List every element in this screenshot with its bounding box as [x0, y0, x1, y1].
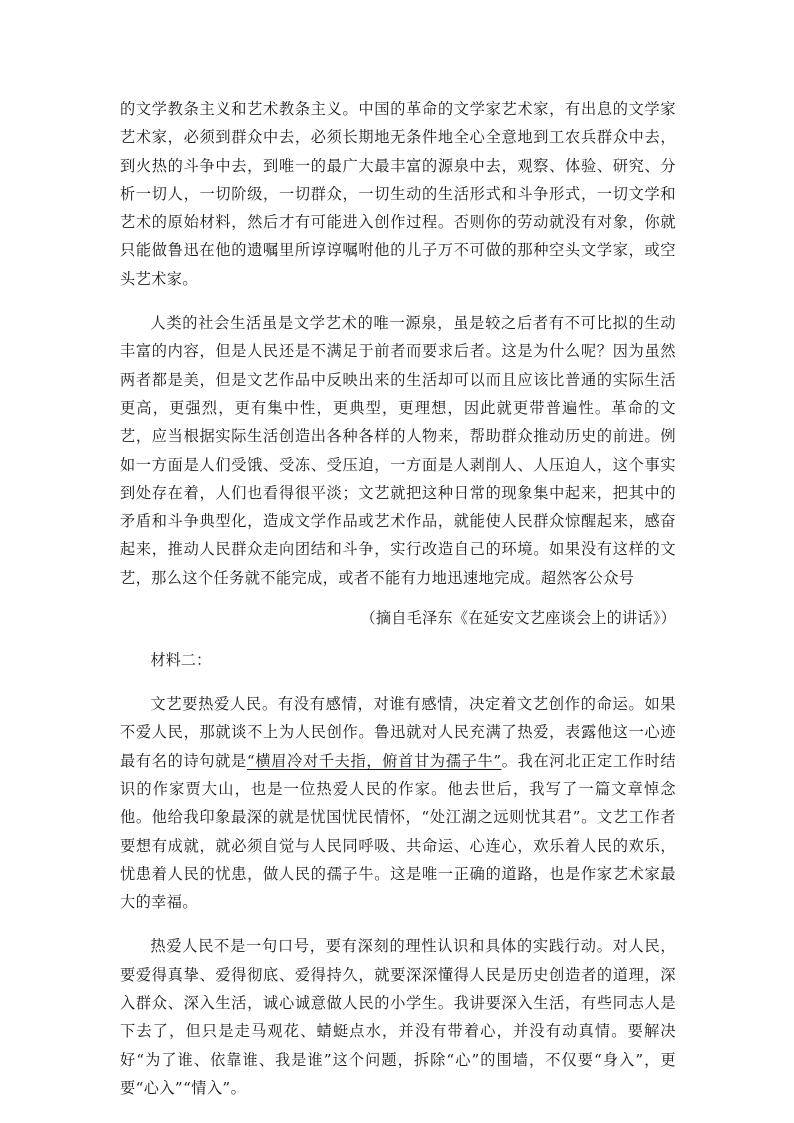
paragraph-2-text: 人类的社会生活虽是文学艺术的唯一源泉，虽是较之后者有不可比拟的生动丰富的内容，但是人民还是不满足于前者而要求后者。这是为什么呢？因为虽然两者都是美，但是文艺作品中反映出来的生活却可以而且应该比普通的实际生活更高，更强烈，更有集中性，更典型，更理想，因此就更带普遍性。革命的文艺，应当根据实际生活创造出各种各样的人物来，帮助群众推动历史的前进。例如一方面是人们受饿、受冻、受压迫，一方面是人剥削人、人压迫人，这个事实到处存在着，人们也看得很平淡；文艺就把这种日常的现象集中起来，把其中的矛盾和斗争典型化，造成文学作品或艺术作品，就能使人民群众惊醒起来，感奋起来，推动人民群众走向团结和斗争，实行改造自己的环境。如果没有这样的文艺，那么这个任务就不能完成，或者不能有力地迅速地完成。 — [120, 314, 676, 587]
poem-quote: “横眉冷对千夫指，俯首甘为孺子牛” — [246, 751, 502, 770]
paragraph-1 — [120, 95, 676, 293]
paragraph-1-text: 的文学教条主义和艺术教条主义。中国的革命的文学家艺术家，有出息的文学家艺术家，必须到群众中去，必须长期地无条件地全心全意地到工农兵群众中去，到火热的斗争中去，到唯一的最广大最丰富的源泉中去，观察、体验、研究、分析一切人，一切阶级，一切群众，一切生动的生活形式和斗争形式，一切文学和艺术的原始材料，然后才有可能进入创作过程。否则你的劳动就没有对象，你就只能做鲁迅在他的遗嘱里所谆谆嘱咐他的儿子万不可做的那种空头文学家，或空头艺术家。 — [120, 100, 676, 288]
document-page — [120, 95, 676, 1102]
paragraph-3-text-a: 文艺要热爱人民。有没有感情，对谁有感情，决定着文艺创作的命运。如果不爱人民，那就谈不上为人民创作。鲁迅就对人民充满了热爱，表露他这一心迹最有名的诗句就是 — [120, 695, 676, 770]
source-citation: （摘自毛泽东《在延安文艺座谈会上的讲话》） — [360, 609, 676, 628]
section-label-material-two: 材料二： — [150, 651, 212, 670]
paragraph-3 — [120, 690, 676, 916]
paragraph-4 — [120, 932, 676, 1102]
paragraph-4-text: 热爱人民不是一句口号，要有深刻的理性认识和具体的实践行动。对人民，要爱得真挚、爱得彻底、爱得持久，就要深深懂得人民是历史创造者的道理，深入群众、深入生活，诚心诚意做人民的小学生。我讲要深入生活，有些同志人是下去了，但只是走马观花、蜻蜓点水，并没有带着心，并没有动真情。要解决好“为了谁、依靠谁、我是谁”这个问题，拆除“心”的围墙，不仅要“身入”，更要“心入”“情入”。 — [120, 937, 676, 1097]
paragraph-3-text-b: 。我在河北正定工作时结识的作家贾大山，也是一位热爱人民的作家。他去世后，我写了一篇文章悼念他。他给我印象最深的就是忧国忧民情怀，“处江湖之远则忧其君”。文艺工作者要想有成就，就必须自觉与人民同呼吸、共命运、心连心，欢乐着人民的欢乐，忧患着人民的忧患，做人民的孺子牛。这是唯一正确的道路，也是作家艺术家最大的幸福。 — [120, 751, 676, 912]
watermark-text: 超然客公众号 — [540, 568, 635, 587]
paragraph-2 — [120, 309, 676, 592]
